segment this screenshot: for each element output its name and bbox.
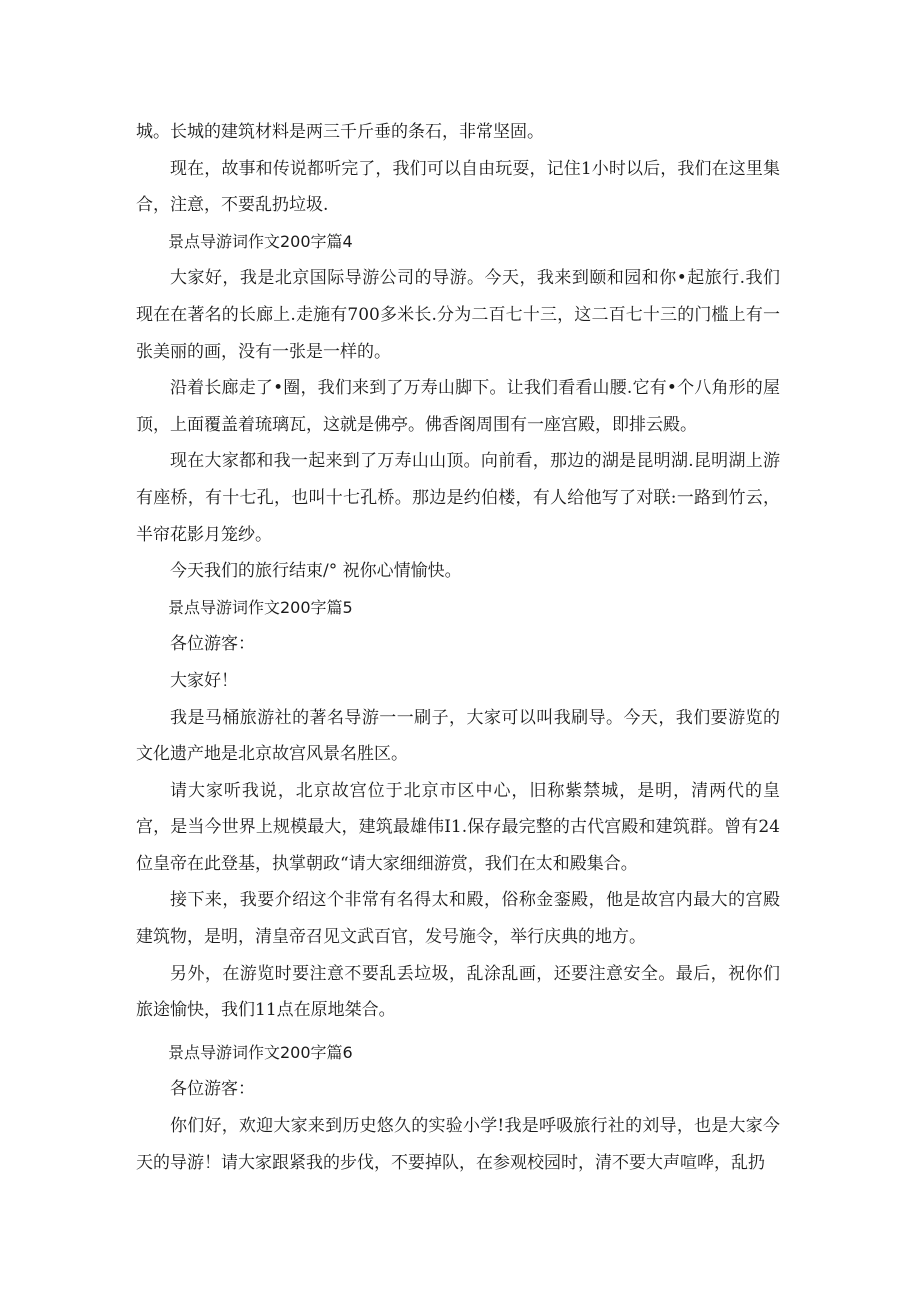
section-heading: 景点导游词作文200字篇6 — [168, 1042, 353, 1062]
paragraph: 沿着长廊走了•圈，我们来到了万寿山脚下。让我们看看山腰.它有•个八角形的屋顶，上面覆盖着琉璃瓦，这就是佛亭。佛香阁周围有一座宫殿，即排云殿。 — [136, 378, 780, 435]
salutation: 各位游客： — [170, 634, 255, 655]
salutation: 各位游客： — [170, 1079, 255, 1100]
paragraph: 我是马桶旅游社的著名导游一一刷子，大家可以叫我刷导。今天，我们要游览的文化遗产地是北京故宫风景名胜区。 — [136, 707, 780, 765]
paragraph: 现在，故事和传说都听完了，我们可以自由玩耍，记住1小时以后，我们在这里集合，注意，不要乱扔垃圾. — [136, 158, 780, 216]
paragraph: 今天我们的旅行结束/° 祝你心情愉快。 — [170, 561, 462, 582]
paragraph: 另外，在游览时要注意不要乱丢垃圾，乱涂乱画，还要注意安全。最后，祝你们旅途愉快，我们11点在原地桀合。 — [136, 963, 780, 1021]
paragraph-continuation: 城。长城的建筑材料是两三千斤垂的条石，非常坚固。 — [136, 122, 544, 142]
section-heading: 景点导游词作文200字篇5 — [168, 597, 353, 617]
paragraph: 接下来，我要介绍这个非常有名得太和殿，俗称金銮殿，他是故宫内最大的宫殿建筑物，是明，清皇帝召见文武百官，发号施令，举行庆典的地方。 — [136, 890, 780, 948]
paragraph: 你们好，欢迎大家来到历史悠久的实验小学!我是呼吸旅行社的刘导，也是大家今天的导游！请大家跟紧我的步伐，不要掉队，在参观校园时，清不要大声喧哗，乱扔 — [136, 1116, 780, 1173]
section-heading: 景点导游词作文200字篇4 — [168, 231, 353, 251]
paragraph: 请大家听我说，北京故宫位于北京市区中心，旧称紫禁城，是明，清两代的皇宫，是当今世界上规模最大，建筑最雄伟I1.保存最完整的古代宫殿和建筑群。曾有24位皇帝在此登基，执掌朝政“请大家细细游赏，我们在太和殿集合。 — [136, 780, 780, 874]
paragraph: 现在大家都和我一起来到了万寿山山顶。向前看，那边的湖是昆明湖.昆明湖上游有座桥，有十七孔，也叫十七孔桥。那边是约伯楼，有人给他写了对联:一路到竹云，半帘花影月笼纱。 — [136, 451, 780, 545]
document-body — [136, 114, 780, 1181]
greeting: 大家好！ — [170, 670, 238, 691]
paragraph: 大家好，我是北京国际导游公司的导游。今天，我来到颐和园和你•起旅行.我们现在在著名的长廊上.走施有700多米长.分为二百七十三，这二百七十三的门槛上有一张美丽的画，没有一张是一样的。 — [136, 268, 780, 362]
